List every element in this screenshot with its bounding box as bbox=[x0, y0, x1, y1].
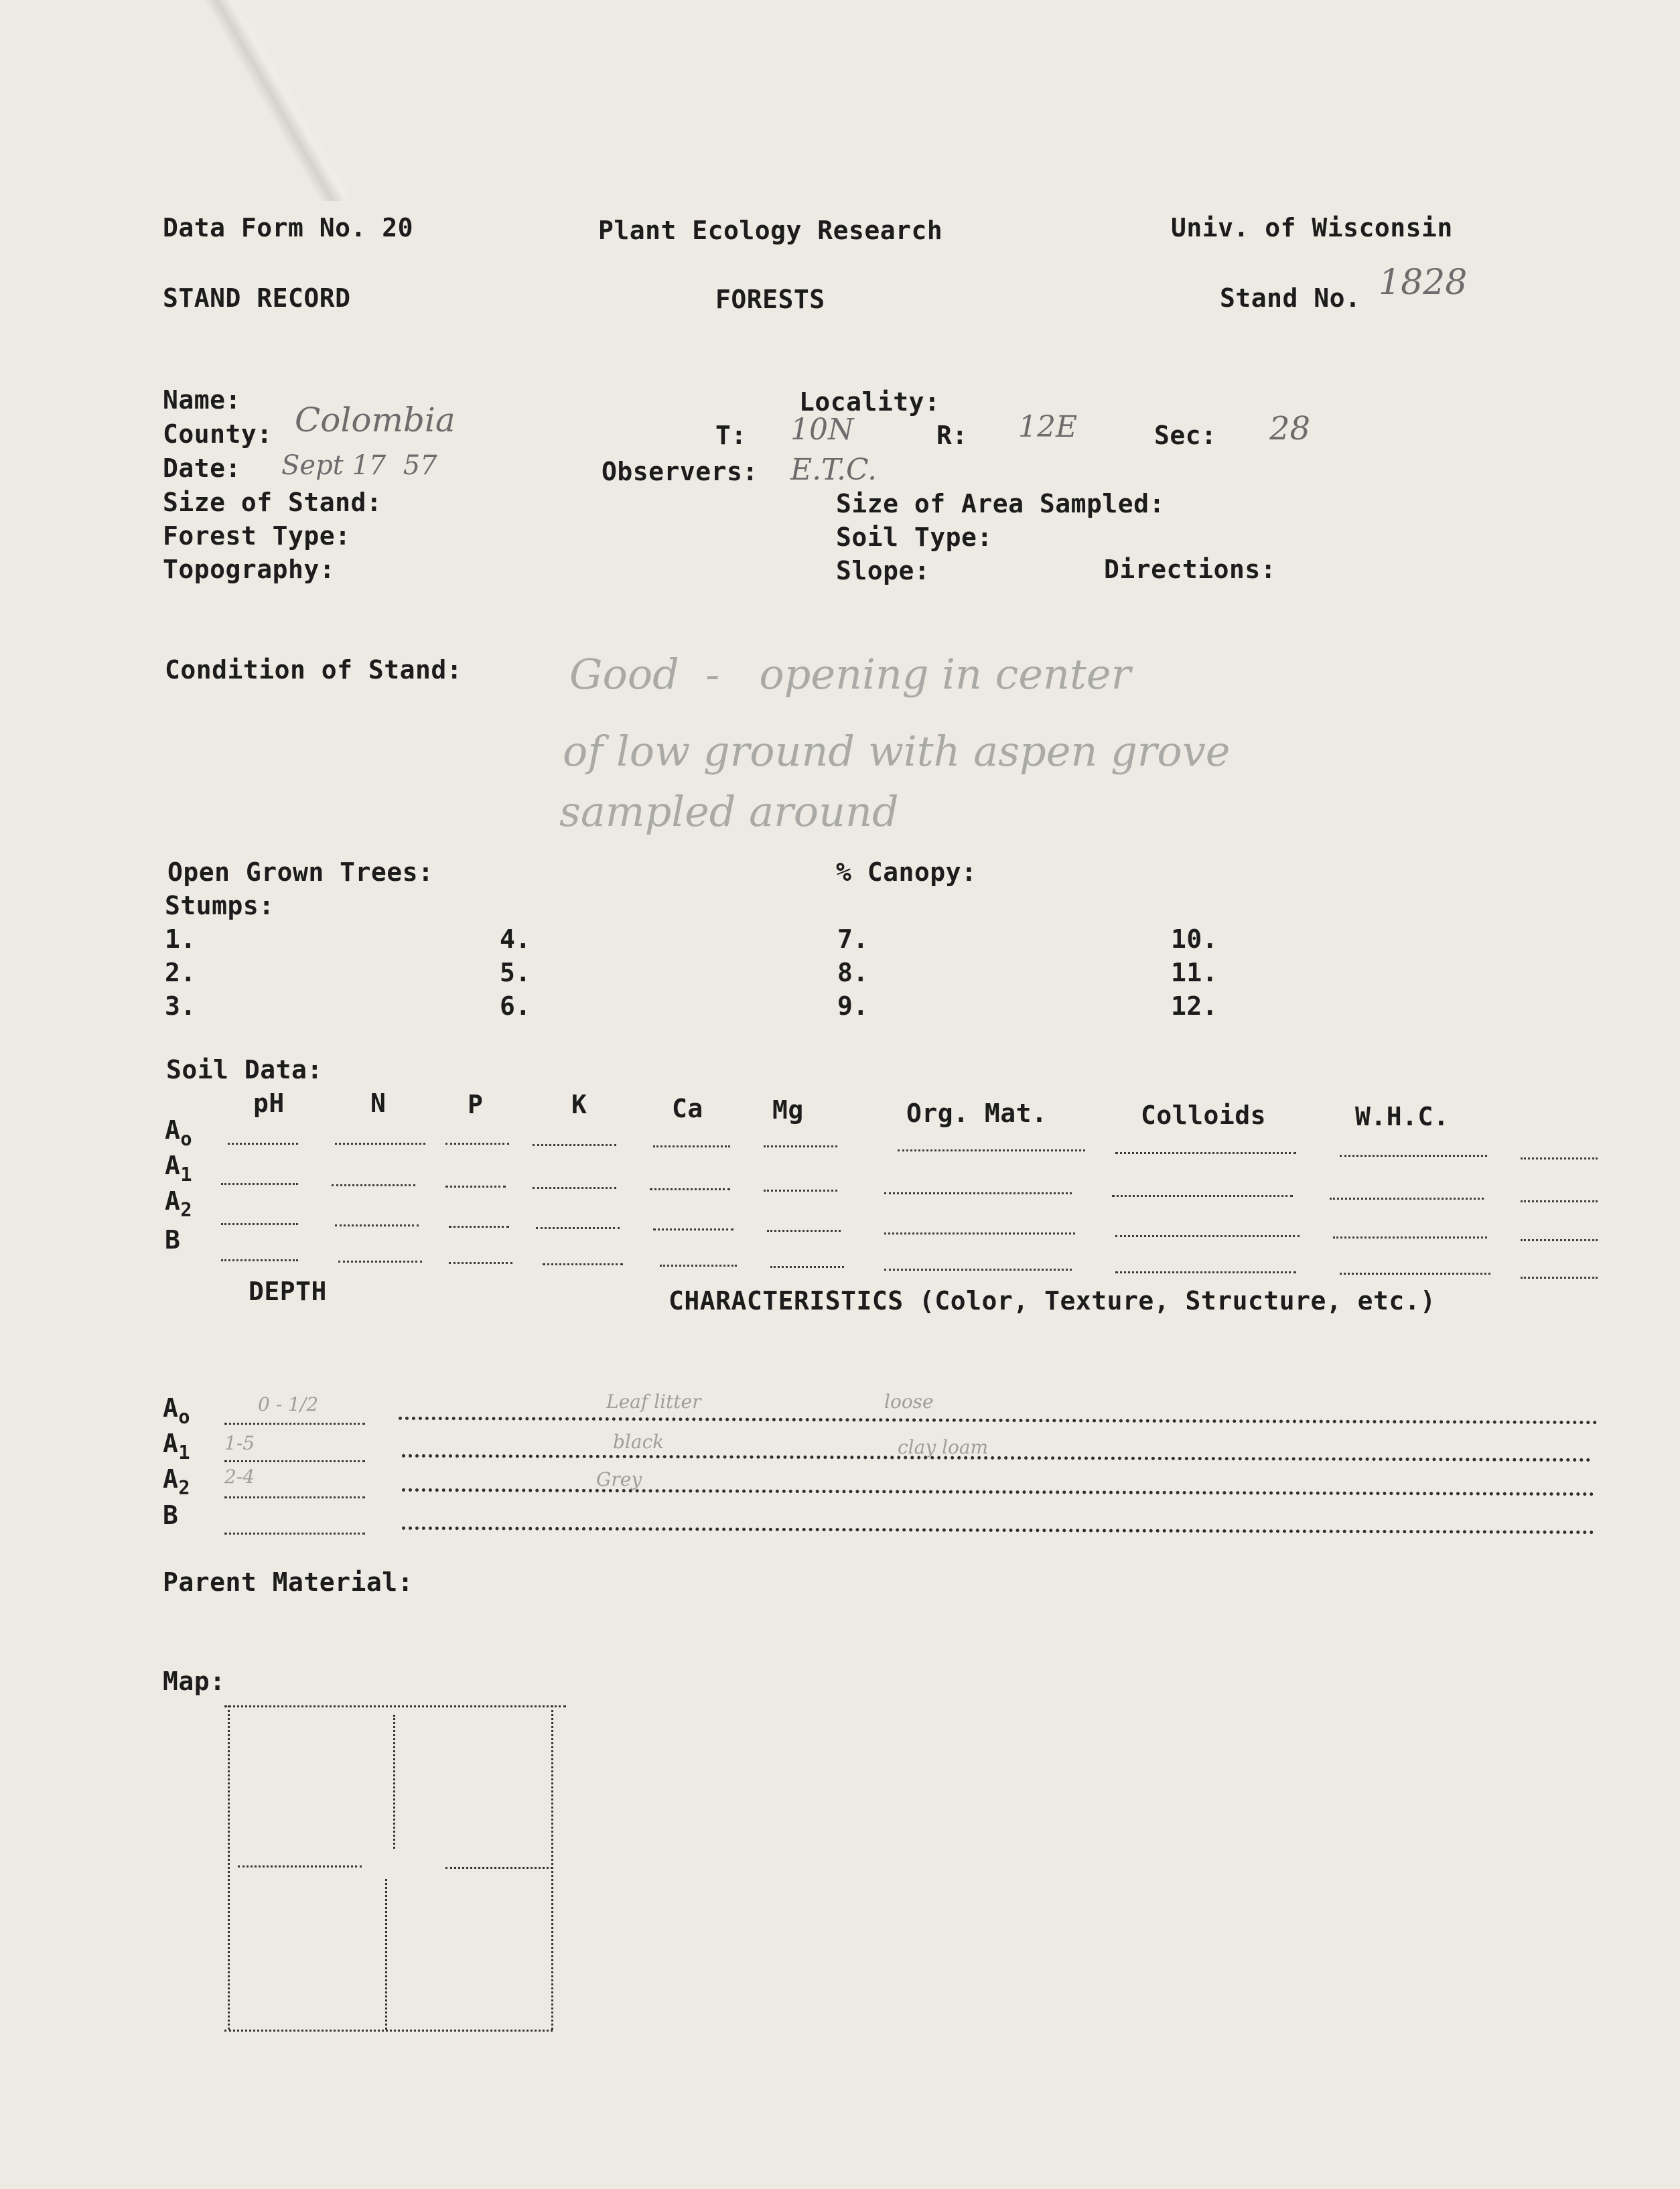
soil-blank[interactable] bbox=[1340, 1155, 1487, 1157]
section-value: 28 bbox=[1269, 410, 1311, 447]
map-label: Map: bbox=[163, 1667, 226, 1696]
observers-label: Observers: bbox=[602, 457, 758, 486]
soil-row-a2: $A_2$ bbox=[165, 1186, 193, 1221]
soil-col-ph: pH bbox=[253, 1088, 285, 1118]
char-note: Leaf litter bbox=[606, 1391, 701, 1413]
section-label: Sec: bbox=[1154, 421, 1217, 450]
soil-blank[interactable] bbox=[1333, 1237, 1487, 1239]
soil-blank[interactable] bbox=[221, 1183, 298, 1185]
soil-row-a0: $A_o$ bbox=[165, 1115, 193, 1150]
soil-col-whc: W.H.C. bbox=[1355, 1102, 1450, 1131]
directions-label: Directions: bbox=[1104, 555, 1277, 584]
soil-blank[interactable] bbox=[335, 1143, 425, 1145]
record-type: STAND RECORD bbox=[163, 283, 351, 313]
soil-data-label: Soil Data: bbox=[166, 1055, 323, 1084]
range-value: 12E bbox=[1018, 410, 1078, 444]
char-note: loose bbox=[884, 1391, 934, 1413]
size-of-stand-label: Size of Stand: bbox=[163, 488, 382, 517]
stump-number: 7. bbox=[837, 924, 869, 954]
form-number: Data Form No. 20 bbox=[163, 213, 414, 242]
char-row-label: B bbox=[163, 1500, 179, 1530]
condition-note-line-2: of low ground with aspen grove bbox=[563, 727, 1231, 776]
characteristics-line[interactable] bbox=[402, 1488, 1594, 1496]
soil-blank[interactable] bbox=[653, 1145, 730, 1147]
soil-col-k: K bbox=[571, 1090, 587, 1119]
soil-blank[interactable] bbox=[1521, 1277, 1598, 1279]
stumps-label: Stumps: bbox=[165, 891, 275, 920]
stump-number: 10. bbox=[1171, 924, 1218, 954]
char-depth-value: 1-5 bbox=[224, 1432, 255, 1454]
county-value: Colombia bbox=[295, 401, 456, 439]
soil-type-label: Soil Type: bbox=[836, 522, 993, 552]
soil-blank[interactable] bbox=[536, 1227, 620, 1229]
soil-col-p: P bbox=[468, 1090, 484, 1119]
depth-heading: DEPTH bbox=[249, 1277, 327, 1306]
county-label: County: bbox=[163, 419, 273, 449]
depth-blank[interactable] bbox=[224, 1496, 365, 1498]
name-label: Name: bbox=[163, 385, 241, 415]
observers-value: E.T.C. bbox=[790, 453, 878, 487]
soil-blank[interactable] bbox=[770, 1266, 844, 1268]
characteristics-line[interactable] bbox=[402, 1454, 1591, 1462]
soil-blank[interactable] bbox=[660, 1265, 737, 1267]
depth-blank[interactable] bbox=[224, 1460, 365, 1462]
map-divider-upper bbox=[393, 1715, 395, 1849]
stump-number: 12. bbox=[1171, 991, 1218, 1021]
soil-col-n: N bbox=[370, 1088, 387, 1118]
condition-note-line-1: Good - opening in center bbox=[569, 650, 1131, 699]
soil-blank[interactable] bbox=[335, 1224, 419, 1226]
soil-row-b: B bbox=[165, 1225, 181, 1255]
program-title: Plant Ecology Research bbox=[598, 216, 943, 245]
soil-blank[interactable] bbox=[1330, 1198, 1484, 1200]
soil-blank[interactable] bbox=[449, 1262, 512, 1264]
soil-blank[interactable] bbox=[221, 1259, 298, 1261]
depth-blank[interactable] bbox=[224, 1533, 365, 1535]
soil-blank[interactable] bbox=[533, 1187, 616, 1189]
soil-blank[interactable] bbox=[767, 1230, 841, 1232]
characteristics-heading: CHARACTERISTICS (Color, Texture, Structure, etc.) bbox=[669, 1286, 1436, 1316]
soil-blank[interactable] bbox=[764, 1190, 837, 1192]
soil-blank[interactable] bbox=[1112, 1195, 1293, 1197]
township-label: T: bbox=[715, 421, 747, 450]
map-divider-left bbox=[238, 1865, 362, 1867]
map-border-left bbox=[228, 1705, 230, 2030]
depth-blank[interactable] bbox=[224, 1423, 365, 1425]
stand-no-label: Stand No. bbox=[1220, 283, 1361, 313]
township-value: 10N bbox=[790, 413, 854, 447]
category: FORESTS bbox=[715, 285, 825, 314]
soil-col-mg: Mg bbox=[772, 1095, 804, 1125]
soil-blank[interactable] bbox=[1115, 1235, 1300, 1237]
open-grown-trees-label: Open Grown Trees: bbox=[167, 857, 434, 887]
canopy-label: % Canopy: bbox=[836, 857, 977, 887]
soil-blank[interactable] bbox=[884, 1192, 1072, 1194]
map-border-top bbox=[224, 1705, 566, 1707]
soil-blank[interactable] bbox=[543, 1263, 623, 1265]
char-row-label: $A_1$ bbox=[163, 1429, 191, 1464]
map-grid[interactable] bbox=[224, 1701, 566, 2036]
forest-type-label: Forest Type: bbox=[163, 521, 351, 551]
soil-blank[interactable] bbox=[1521, 1157, 1598, 1159]
char-row-label: $A_o$ bbox=[163, 1393, 191, 1428]
soil-col-colloids: Colloids bbox=[1141, 1101, 1267, 1130]
stump-number: 4. bbox=[500, 924, 531, 954]
soil-row-a1: $A_1$ bbox=[165, 1151, 193, 1186]
paper-crease bbox=[201, 0, 348, 201]
char-depth-value: 2-4 bbox=[224, 1466, 255, 1488]
soil-blank[interactable] bbox=[1521, 1200, 1598, 1202]
soil-blank[interactable] bbox=[1340, 1273, 1490, 1275]
soil-blank[interactable] bbox=[332, 1184, 415, 1186]
range-label: R: bbox=[936, 421, 968, 450]
size-of-area-label: Size of Area Sampled: bbox=[836, 489, 1165, 518]
soil-blank[interactable] bbox=[338, 1261, 422, 1263]
stump-number: 9. bbox=[837, 991, 869, 1021]
stump-number: 5. bbox=[500, 958, 531, 987]
soil-blank[interactable] bbox=[228, 1143, 298, 1145]
parent-material-label: Parent Material: bbox=[163, 1567, 414, 1597]
map-divider-lower bbox=[385, 1879, 387, 2030]
soil-blank[interactable] bbox=[1115, 1152, 1296, 1154]
characteristics-line[interactable] bbox=[399, 1417, 1598, 1424]
condition-note-line-3: sampled around bbox=[559, 787, 899, 836]
soil-blank[interactable] bbox=[533, 1144, 616, 1146]
stump-number: 1. bbox=[165, 924, 196, 954]
stump-number: 6. bbox=[500, 991, 531, 1021]
date-value: Sept 17 57 bbox=[281, 450, 437, 481]
soil-blank[interactable] bbox=[449, 1226, 509, 1228]
soil-blank[interactable] bbox=[445, 1143, 509, 1145]
soil-blank[interactable] bbox=[884, 1269, 1072, 1271]
char-row-label: $A_2$ bbox=[163, 1464, 191, 1499]
stand-no-value: 1828 bbox=[1379, 263, 1468, 303]
stump-number: 8. bbox=[837, 958, 869, 987]
map-border-bottom bbox=[224, 2030, 553, 2032]
char-note: clay loam bbox=[898, 1436, 989, 1458]
date-label: Date: bbox=[163, 453, 241, 483]
soil-blank[interactable] bbox=[898, 1149, 1085, 1151]
slope-label: Slope: bbox=[836, 556, 930, 585]
institution: Univ. of Wisconsin bbox=[1171, 213, 1453, 242]
locality-label: Locality: bbox=[799, 387, 940, 417]
soil-blank[interactable] bbox=[653, 1228, 733, 1230]
topography-label: Topography: bbox=[163, 555, 336, 584]
soil-col-org-mat: Org. Mat. bbox=[906, 1099, 1048, 1128]
condition-label: Condition of Stand: bbox=[165, 655, 463, 685]
soil-col-ca: Ca bbox=[672, 1094, 703, 1123]
soil-blank[interactable] bbox=[884, 1232, 1075, 1234]
stump-number: 11. bbox=[1171, 958, 1218, 987]
soil-blank[interactable] bbox=[221, 1223, 298, 1225]
soil-blank[interactable] bbox=[445, 1186, 506, 1188]
soil-blank[interactable] bbox=[1521, 1239, 1598, 1241]
characteristics-line[interactable] bbox=[402, 1527, 1594, 1534]
soil-blank[interactable] bbox=[764, 1145, 837, 1147]
char-note: black bbox=[613, 1431, 664, 1453]
char-note: Grey bbox=[596, 1468, 642, 1490]
soil-blank[interactable] bbox=[650, 1188, 730, 1190]
map-divider-right bbox=[445, 1867, 553, 1869]
char-depth-value: 0 - 1/2 bbox=[258, 1393, 319, 1415]
soil-blank[interactable] bbox=[1115, 1271, 1296, 1273]
stump-number: 3. bbox=[165, 991, 196, 1021]
stump-number: 2. bbox=[165, 958, 196, 987]
